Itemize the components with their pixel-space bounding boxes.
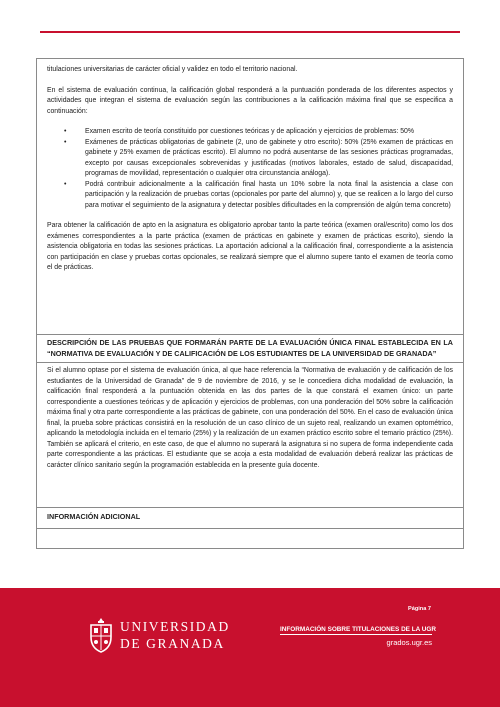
evaluation-closing-paragraph: Para obtener la calificación de apto en la asignatura es obligatorio aprobar tanto la parte teórica (examen oral/escrito) como los dos exámenes correspondientes a la parte práctica (examen de prácticas en gabinete y examen de prácticas escrito), siendo la asistencia obligatoria en todas las sesiones prácticas. La aportación adicional a la calificación final, correspondiente a la asistencia con participación en clase y pruebas cortas opcionales, se realizará siempre que el alumno supere tanto el examen de teoría como el de prácticas.	[47, 222, 453, 271]
page-number: Página 7	[407, 606, 431, 612]
ugr-crest-icon	[88, 617, 114, 653]
additional-info-heading-section	[37, 512, 463, 523]
footer-url-link[interactable]: grados.ugr.es	[386, 638, 432, 647]
evaluation-list	[47, 127, 453, 211]
university-name-line2: DE GRANADA	[120, 636, 225, 651]
single-exam-body-section	[37, 366, 463, 471]
continuation-paragraph: titulaciones universitarias de carácter oficial y validez en todo el territorio nacional.	[47, 66, 298, 73]
university-name-line1: UNIVERSIDAD	[120, 619, 230, 634]
footer-info-title: INFORMACIÓN SOBRE TITULACIONES DE LA UGR	[280, 626, 436, 633]
divider	[37, 334, 463, 335]
header-rule	[40, 31, 460, 33]
divider	[37, 362, 463, 363]
content-table	[36, 58, 464, 549]
divider	[37, 528, 463, 529]
single-exam-heading: DESCRIPCIÓN DE LAS PRUEBAS QUE FORMARÁN PARTE DE LA EVALUACIÓN ÚNICA FINAL ESTABLECIDA EN LA “NORMATIVA DE EVALUACIÓN Y DE CALIFICACIÓN DE LOS ESTUDIANTES DE LA UNIVERSIDAD DE GRANADA”	[47, 338, 453, 358]
list-item: • Exámenes de prácticas obligatorias de gabinete (2, uno de gabinete y otro escrito): 50% (25% examen de prácticas en gabinete y 25% examen de prácticas escrito). El alumno no podrá ausentarse de las sesiones prácticas programadas, excepto por causas excepcionales sobrevenidas y justificadas (motivos laborales, estado de salud, discapacidad, programas de movilidad, representación o cualquier otra circunstancia análoga).	[85, 138, 453, 180]
additional-info-heading: INFORMACIÓN ADICIONAL	[47, 512, 141, 521]
single-exam-heading-section	[37, 338, 463, 359]
single-exam-paragraph: Si el alumno optase por el sistema de evaluación única, al que hace referencia la “Normativa de evaluación y de calificación de los estudiantes de la Universidad de Granada” de 9 de noviembre de 2016, y se le concediera dicha modalidad de evaluación, la calificación final responderá a la puntuación obtenida en las dos partes de la que constará el examen único: un parte correspondiente a cuestiones teóricas y de aplicación y ejercicios de problemas, con una ponderación del 50% sobre la calificación máxima final y otra parte correspondiente a las prácticas de gabinete, con una ponderación del 50%. En el caso de evaluación única final, la prueba sobre prácticas consistirá en la resolución de un caso clínico de un sujeto real, realizando un examen optométrico, aplicando la metodología incluida en el temario (25%) y la realización de un examen práctico escrito sobre el temario práctico (25%). También se aplicará el criterio, en este caso, de que el alumno no superará la asignatura si no supera de forma independiente cada parte correspondiente a las prácticas. El estudiante que se acoja a esta modalidad de evaluación deberá realizar las prácticas de carácter clínico sanitario según la programación establecida en la presente guía docente.	[47, 367, 453, 469]
list-item: • Examen escrito de teoría constituido por cuestiones teóricas y de aplicación y ejercicios de problemas: 50%	[85, 127, 453, 138]
evaluation-intro-paragraph: En el sistema de evaluación continua, la calificación global responderá a la puntuación ponderada de los diferentes aspectos y actividades que integran el sistema de evaluación según las contribuciones a la calificación máxima final que se especifica a continuación:	[47, 86, 453, 115]
divider	[37, 507, 463, 508]
evaluation-section	[37, 65, 463, 274]
list-item: • Podrá contribuir adicionalmente a la calificación final hasta un 10% sobre la nota final la asistencia a clase con participación y la realización de pruebas cortas (opcionales por parte del alumno) y, que se realicen a lo largo del curso para motivar el seguimiento de la asignatura y detectar posibles dificultades en la comprensión de algún tema concreto)	[85, 180, 453, 212]
